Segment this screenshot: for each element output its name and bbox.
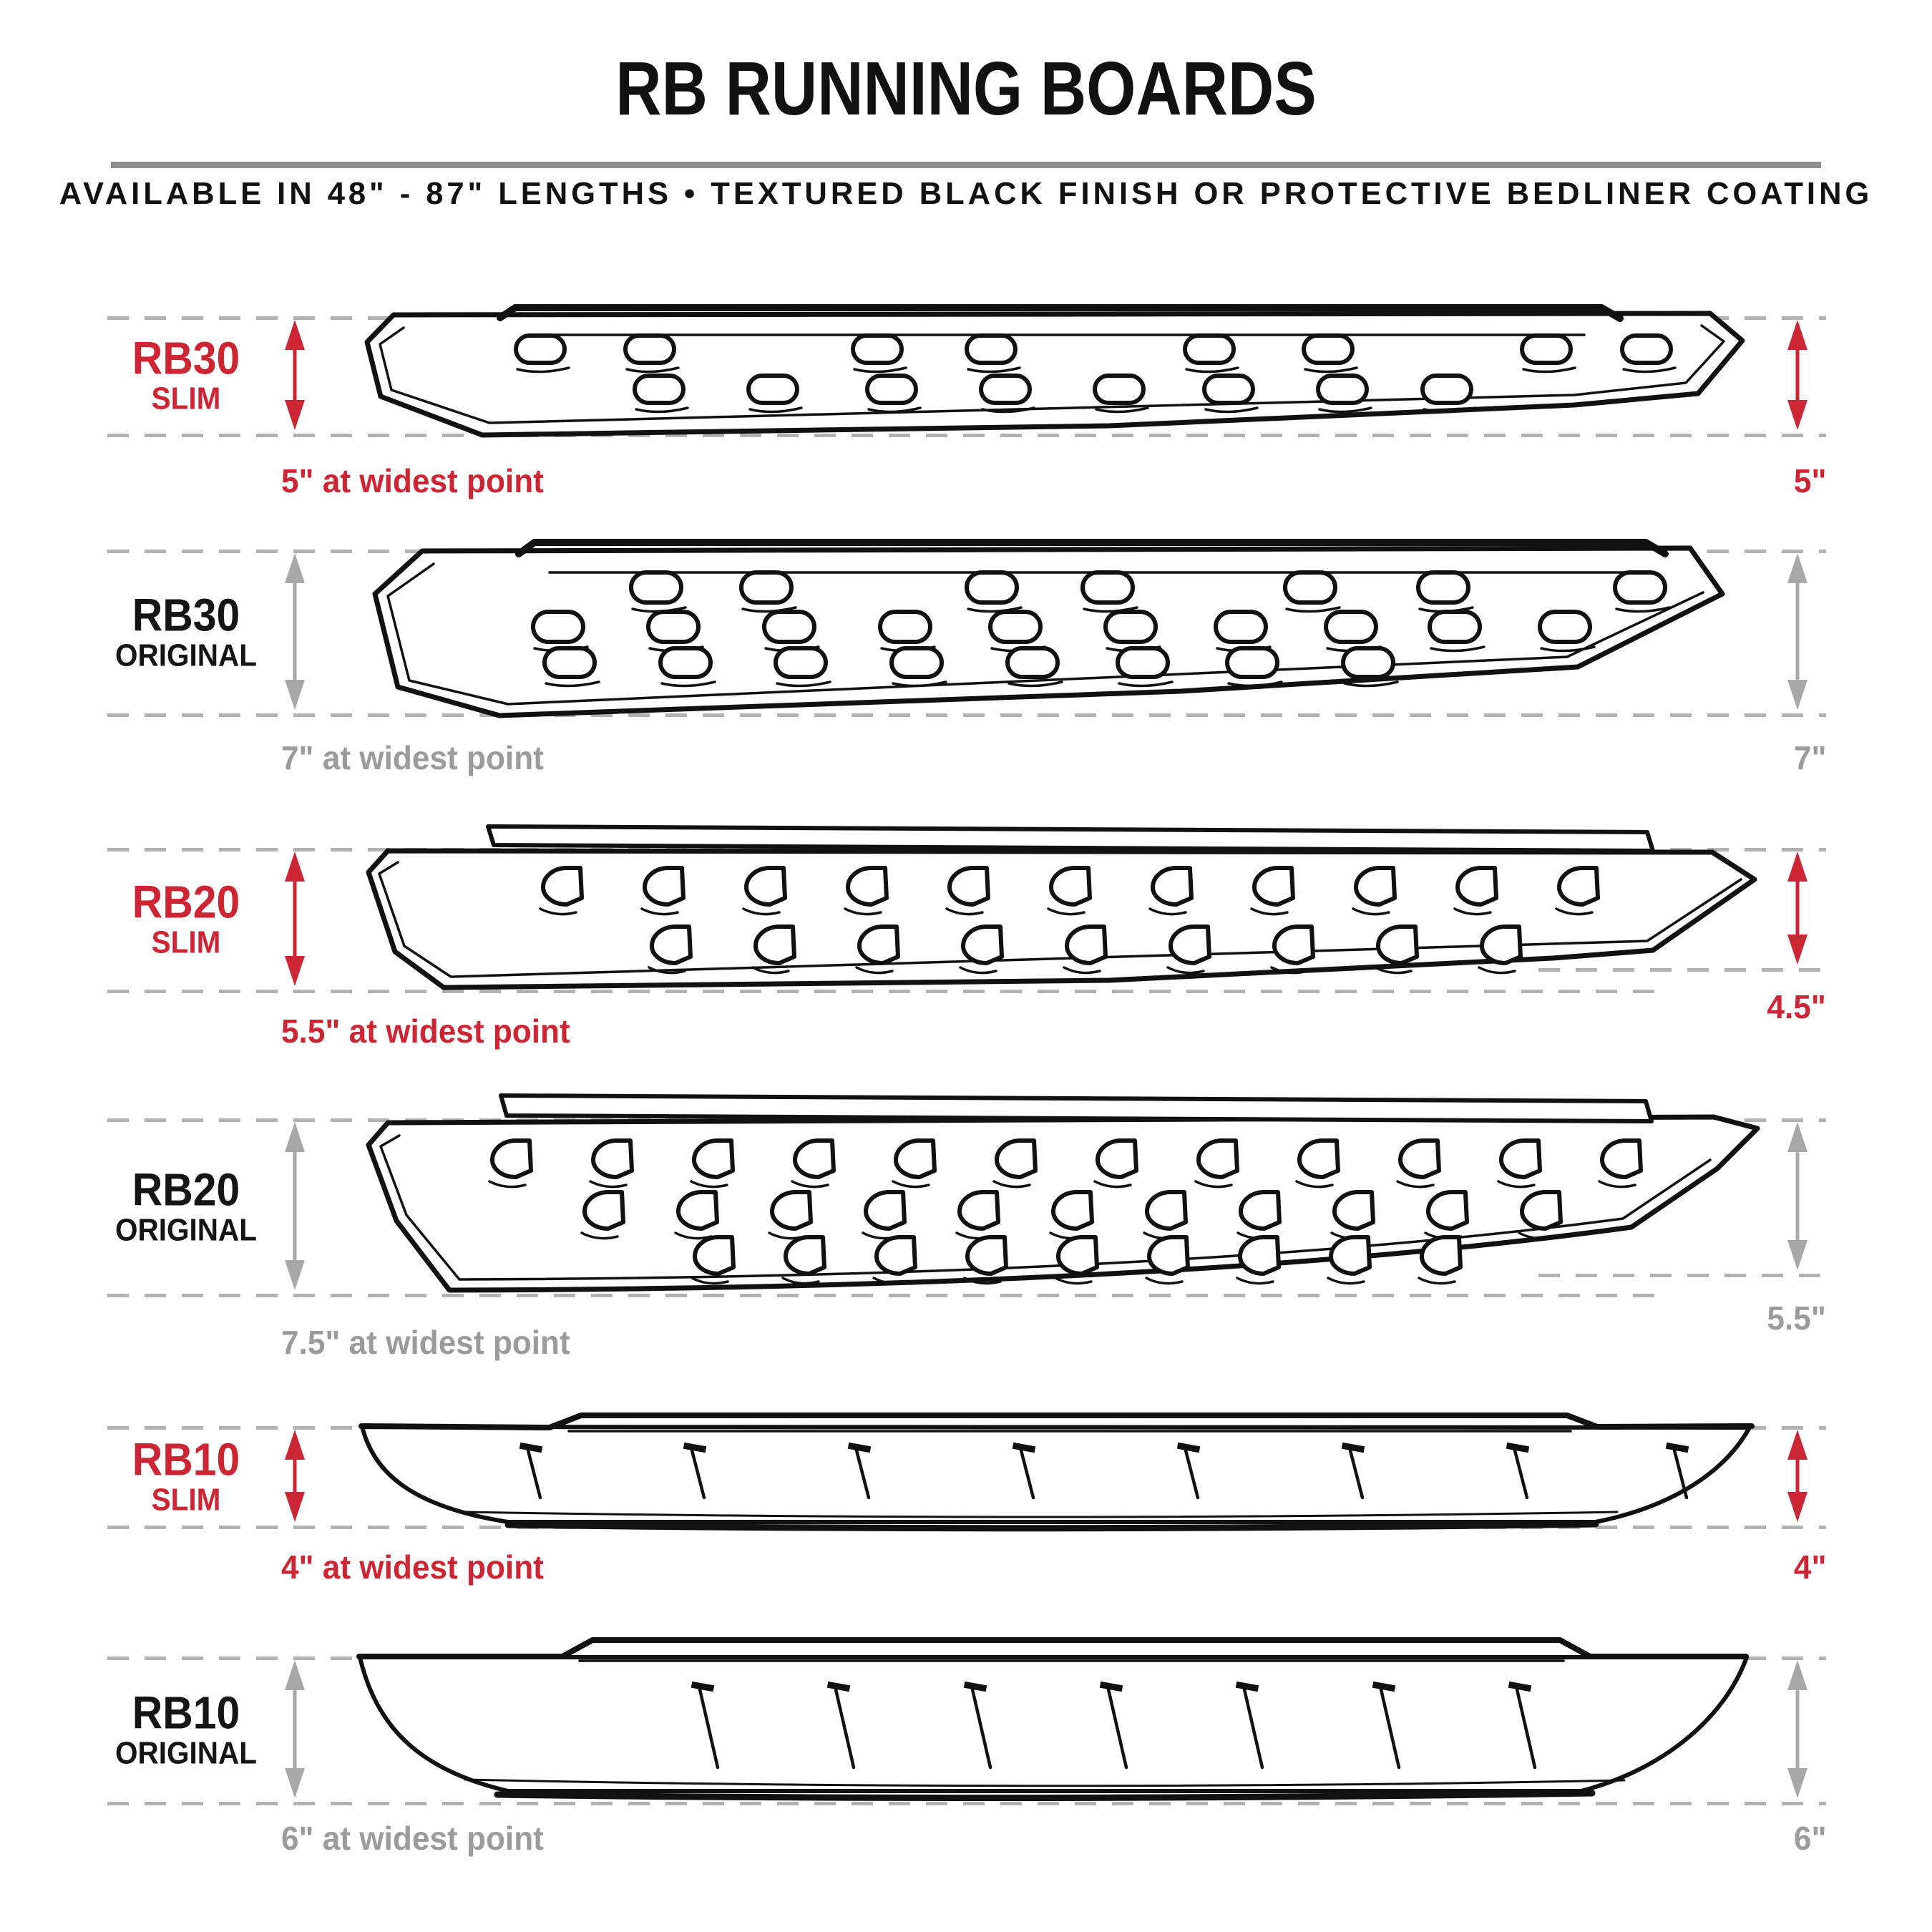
page-subtitle: AVAILABLE IN 48" - 87" LENGTHS • TEXTURED BLACK FINISH OR PROTECTIVE BEDLINER COATING [59, 176, 1873, 211]
height-caption-rb10-slim: 4" [1793, 1548, 1826, 1586]
height-caption-rb10-original: 6" [1793, 1820, 1826, 1857]
height-caption-rb20-original: 5.5" [1767, 1299, 1826, 1337]
height-arrow-right-rb30-original [1782, 552, 1813, 711]
model-name: RB10 [132, 1433, 240, 1485]
height-arrow-right-rb20-slim [1782, 850, 1813, 966]
height-arrow-right-rb30-slim [1782, 318, 1813, 431]
widest-point-caption-rb30-original: 7" at widest point [281, 739, 544, 776]
board-drawing-rb20-original [107, 1075, 1825, 1351]
model-label-block-rb10-slim [87, 1433, 285, 1518]
height-caption-rb30-slim: 5" [1793, 462, 1826, 499]
page-title: RB RUNNING BOARDS [615, 47, 1317, 131]
model-label-block-rb10-original [87, 1686, 285, 1771]
model-label-block-rb30-slim [87, 332, 285, 416]
model-name: RB20 [132, 876, 240, 928]
model-name: RB10 [132, 1686, 240, 1738]
divider-line [111, 162, 1821, 168]
board-drawing-rb10-original [107, 1614, 1825, 1850]
model-name: RB30 [132, 588, 240, 640]
model-label-block-rb20-slim [87, 876, 285, 960]
widest-point-caption-rb10-slim: 4" at widest point [281, 1548, 544, 1586]
model-label-block-rb20-original [87, 1163, 285, 1248]
widest-point-caption-rb10-original: 6" at widest point [281, 1820, 544, 1857]
board-drawing-rb30-slim [107, 273, 1825, 481]
board-drawing-rb30-original [107, 507, 1825, 761]
variant-name: ORIGINAL [115, 638, 257, 673]
widest-point-caption-rb20-original: 7.5" at widest point [281, 1324, 570, 1361]
height-caption-rb20-slim: 4.5" [1767, 988, 1826, 1025]
height-arrow-right-rb20-original [1782, 1121, 1813, 1272]
variant-name: SLIM [151, 924, 221, 960]
model-label-block-rb30-original [87, 588, 285, 673]
model-name: RB30 [132, 332, 240, 384]
board-drawing-rb10-slim [107, 1383, 1825, 1573]
variant-name: ORIGINAL [115, 1735, 257, 1771]
variant-name: SLIM [151, 1482, 221, 1518]
height-caption-rb30-original: 7" [1793, 739, 1826, 776]
variant-name: SLIM [151, 381, 221, 416]
widest-point-caption-rb30-slim: 5" at widest point [281, 462, 544, 499]
height-arrow-right-rb10-slim [1782, 1428, 1813, 1523]
model-name: RB20 [132, 1163, 240, 1215]
board-drawing-rb20-slim [107, 805, 1825, 1045]
variant-name: ORIGINAL [115, 1212, 257, 1248]
height-arrow-right-rb10-original [1782, 1659, 1813, 1800]
widest-point-caption-rb20-slim: 5.5" at widest point [281, 1013, 570, 1050]
